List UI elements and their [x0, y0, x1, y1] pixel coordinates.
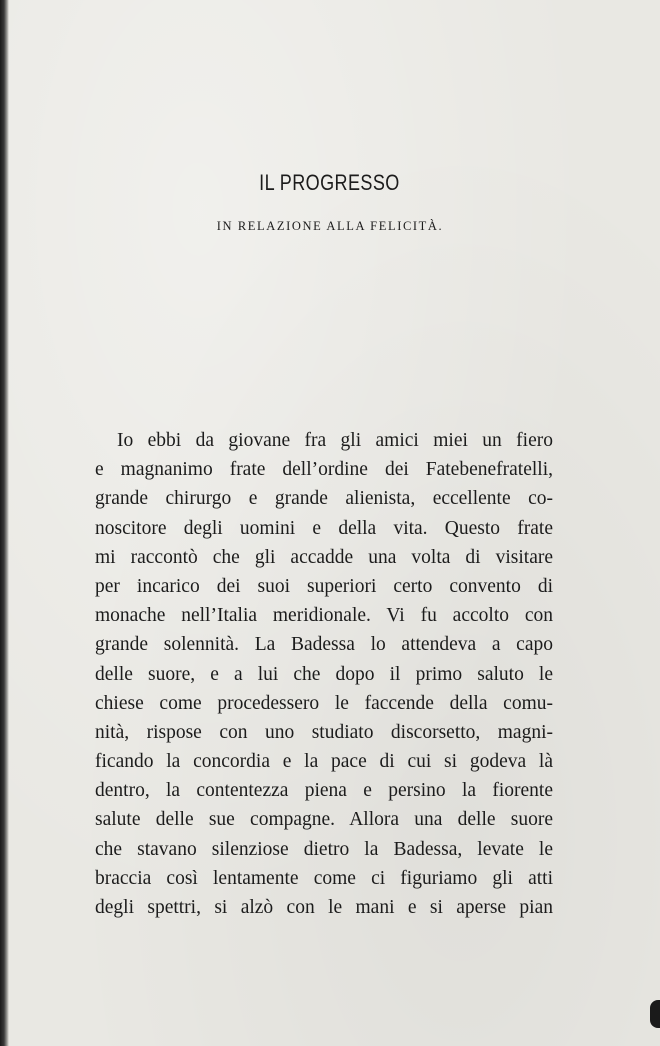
text-line: nità, rispose con uno studiato discorsetto, magni- — [95, 721, 553, 743]
text-line: noscitore degli uomini e della vita. Questo frate — [95, 517, 553, 539]
text-line: dentro, la contentezza piena e persino la fiorente — [95, 780, 553, 802]
text-line: Io ebbi da giovane fra gli amici miei un fiero — [117, 430, 553, 451]
text-line: ficando la concordia e la pace di cui si godeva là — [95, 751, 553, 773]
text-line: monache nell’Italia meridionale. Vi fu accolto con — [95, 605, 553, 627]
text-line: chiese come procedessero le faccende della comu- — [95, 692, 553, 714]
text-line: braccia così lentamente come ci figuriamo gli atti — [95, 867, 553, 889]
text-line: che stavano silenziose dietro la Badessa, levate le — [95, 838, 553, 860]
text-line: per incarico dei suoi superiori certo convento di — [95, 575, 553, 597]
chapter-subtitle: IN RELAZIONE ALLA FELICITÀ. — [216, 219, 444, 233]
text-line: degli spettri, si alzò con le mani e si aperse pian — [95, 897, 553, 918]
text-line: delle suore, e a lui che dopo il primo saluto le — [95, 663, 553, 685]
chapter-title: IL PROGRESSO — [259, 170, 400, 195]
body-paragraph — [95, 426, 553, 922]
text-line: salute delle sue compagne. Allora una delle suore — [95, 809, 553, 831]
text-line: e magnanimo frate dell’ordine dei Fatebenefratelli, — [95, 459, 553, 481]
text-line: grande chirurgo e grande alienista, eccellente co- — [95, 488, 553, 510]
page-edge-mark — [650, 1000, 660, 1028]
text-line: grande solennità. La Badessa lo attendeva a capo — [95, 634, 553, 656]
text-line: mi raccontò che gli accadde una volta di visitare — [95, 546, 553, 568]
page-binding-edge — [0, 0, 9, 1046]
